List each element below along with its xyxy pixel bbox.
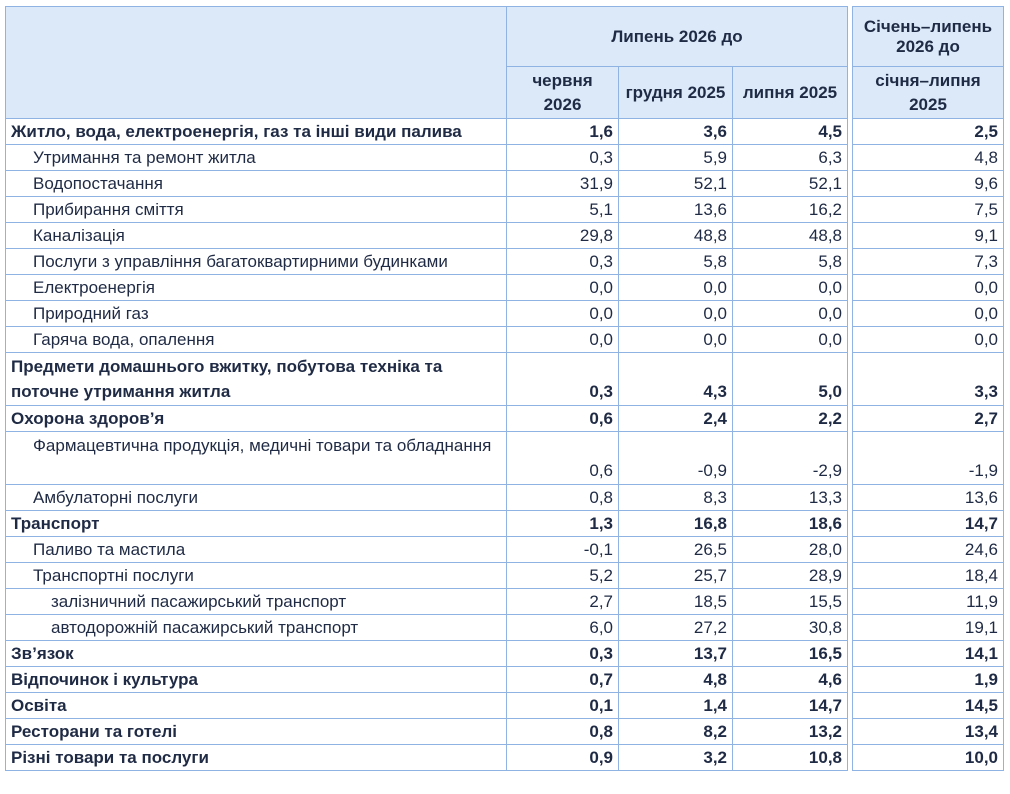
value-vs-june-2026: -0,1: [507, 537, 619, 563]
value-vs-jan-jul-2025: 2,5: [853, 119, 1004, 145]
value-vs-july-2025: 30,8: [733, 615, 848, 641]
row-label: Послуги з управління багатоквартирними будинками: [6, 249, 507, 275]
value-vs-dec-2025: 0,0: [619, 301, 733, 327]
table-row: [6, 615, 1004, 641]
value-vs-dec-2025: 8,2: [619, 719, 733, 745]
header-col-jan-jul-2025: січня–липня 2025: [853, 67, 1004, 119]
header-col-dec-2025: грудня 2025: [619, 67, 733, 119]
table-row: [6, 537, 1004, 563]
table-row: [6, 275, 1004, 301]
row-label: Каналізація: [6, 223, 507, 249]
table-row: [6, 745, 1004, 771]
value-vs-june-2026: 2,7: [507, 589, 619, 615]
value-vs-july-2025: -2,9: [733, 432, 848, 485]
value-vs-june-2026: 0,3: [507, 145, 619, 171]
value-vs-dec-2025: 5,9: [619, 145, 733, 171]
value-vs-june-2026: 1,6: [507, 119, 619, 145]
value-vs-june-2026: 1,3: [507, 511, 619, 537]
value-vs-july-2025: 6,3: [733, 145, 848, 171]
value-vs-jan-jul-2025: 0,0: [853, 327, 1004, 353]
value-vs-jan-jul-2025: 0,0: [853, 275, 1004, 301]
table-row: [6, 511, 1004, 537]
row-label: Відпочинок і культура: [6, 667, 507, 693]
value-vs-june-2026: 31,9: [507, 171, 619, 197]
value-vs-dec-2025: 26,5: [619, 537, 733, 563]
value-vs-dec-2025: 13,7: [619, 641, 733, 667]
value-vs-june-2026: 0,6: [507, 406, 619, 432]
row-label: Паливо та мастила: [6, 537, 507, 563]
table-row: [6, 432, 1004, 485]
value-vs-jan-jul-2025: 3,3: [853, 353, 1004, 406]
value-vs-june-2026: 5,1: [507, 197, 619, 223]
table-body: [6, 119, 1004, 771]
table-row: [6, 327, 1004, 353]
value-vs-june-2026: 0,0: [507, 301, 619, 327]
row-label: Гаряча вода, опалення: [6, 327, 507, 353]
row-label: Ресторани та готелі: [6, 719, 507, 745]
value-vs-dec-2025: 2,4: [619, 406, 733, 432]
value-vs-july-2025: 16,2: [733, 197, 848, 223]
value-vs-july-2025: 52,1: [733, 171, 848, 197]
value-vs-july-2025: 48,8: [733, 223, 848, 249]
table-row: [6, 171, 1004, 197]
value-vs-july-2025: 2,2: [733, 406, 848, 432]
value-vs-jan-jul-2025: 14,7: [853, 511, 1004, 537]
value-vs-july-2025: 0,0: [733, 327, 848, 353]
value-vs-jan-jul-2025: 13,4: [853, 719, 1004, 745]
row-label: Транспорт: [6, 511, 507, 537]
value-vs-june-2026: 0,8: [507, 719, 619, 745]
table-row: [6, 223, 1004, 249]
value-vs-june-2026: 29,8: [507, 223, 619, 249]
value-vs-jan-jul-2025: 19,1: [853, 615, 1004, 641]
value-vs-dec-2025: 27,2: [619, 615, 733, 641]
value-vs-jan-jul-2025: 9,6: [853, 171, 1004, 197]
row-label: Амбулаторні послуги: [6, 485, 507, 511]
row-label: Електроенергія: [6, 275, 507, 301]
table-row: [6, 197, 1004, 223]
value-vs-june-2026: 0,8: [507, 485, 619, 511]
table-row: [6, 301, 1004, 327]
value-vs-june-2026: 0,3: [507, 641, 619, 667]
value-vs-dec-2025: 25,7: [619, 563, 733, 589]
table-row: [6, 485, 1004, 511]
value-vs-june-2026: 0,7: [507, 667, 619, 693]
table-row: [6, 353, 1004, 406]
value-vs-dec-2025: 18,5: [619, 589, 733, 615]
value-vs-june-2026: 0,3: [507, 353, 619, 406]
value-vs-jan-jul-2025: 0,0: [853, 301, 1004, 327]
value-vs-july-2025: 4,6: [733, 667, 848, 693]
row-label: Водопостачання: [6, 171, 507, 197]
row-label: Предмети домашнього вжитку, побутова техніка та поточне утримання житла: [6, 353, 507, 406]
value-vs-july-2025: 18,6: [733, 511, 848, 537]
value-vs-july-2025: 4,5: [733, 119, 848, 145]
value-vs-jan-jul-2025: 13,6: [853, 485, 1004, 511]
value-vs-july-2025: 10,8: [733, 745, 848, 771]
value-vs-june-2026: 0,3: [507, 249, 619, 275]
row-label: Житло, вода, електроенергія, газ та інші види палива: [6, 119, 507, 145]
value-vs-dec-2025: 3,2: [619, 745, 733, 771]
value-vs-jan-jul-2025: 24,6: [853, 537, 1004, 563]
value-vs-june-2026: 0,1: [507, 693, 619, 719]
header-col-june-2026: червня 2026: [507, 67, 619, 119]
table-row: [6, 589, 1004, 615]
value-vs-dec-2025: 4,3: [619, 353, 733, 406]
table-row: [6, 406, 1004, 432]
header-row-top: [6, 7, 1004, 67]
value-vs-jan-jul-2025: 9,1: [853, 223, 1004, 249]
row-label: залізничний пасажирський транспорт: [6, 589, 507, 615]
value-vs-jan-jul-2025: 7,3: [853, 249, 1004, 275]
header-group-month: Липень 2026 до: [507, 7, 848, 67]
value-vs-jan-jul-2025: 10,0: [853, 745, 1004, 771]
value-vs-june-2026: 0,6: [507, 432, 619, 485]
value-vs-dec-2025: 0,0: [619, 327, 733, 353]
row-label: Зв’язок: [6, 641, 507, 667]
header-col-july-2025: липня 2025: [733, 67, 848, 119]
table-row: [6, 719, 1004, 745]
value-vs-dec-2025: 0,0: [619, 275, 733, 301]
table-row: [6, 563, 1004, 589]
value-vs-jan-jul-2025: 14,1: [853, 641, 1004, 667]
value-vs-july-2025: 13,3: [733, 485, 848, 511]
value-vs-dec-2025: -0,9: [619, 432, 733, 485]
table-row: [6, 119, 1004, 145]
value-vs-july-2025: 0,0: [733, 275, 848, 301]
row-label: Утримання та ремонт житла: [6, 145, 507, 171]
row-label: Різні товари та послуги: [6, 745, 507, 771]
header-corner: [6, 7, 507, 119]
row-label: Прибирання сміття: [6, 197, 507, 223]
value-vs-june-2026: 0,0: [507, 275, 619, 301]
cpi-table: [5, 6, 1004, 771]
value-vs-jan-jul-2025: 1,9: [853, 667, 1004, 693]
row-label: Природний газ: [6, 301, 507, 327]
value-vs-dec-2025: 48,8: [619, 223, 733, 249]
table-row: [6, 693, 1004, 719]
value-vs-july-2025: 16,5: [733, 641, 848, 667]
value-vs-jan-jul-2025: 2,7: [853, 406, 1004, 432]
value-vs-jan-jul-2025: 14,5: [853, 693, 1004, 719]
row-label: Освіта: [6, 693, 507, 719]
value-vs-july-2025: 15,5: [733, 589, 848, 615]
value-vs-jan-jul-2025: 18,4: [853, 563, 1004, 589]
row-label: Фармацевтична продукція, медичні товари та обладнання: [6, 432, 507, 485]
value-vs-dec-2025: 8,3: [619, 485, 733, 511]
value-vs-june-2026: 0,0: [507, 327, 619, 353]
value-vs-dec-2025: 52,1: [619, 171, 733, 197]
value-vs-dec-2025: 4,8: [619, 667, 733, 693]
value-vs-jan-jul-2025: 11,9: [853, 589, 1004, 615]
row-label: Охорона здоров’я: [6, 406, 507, 432]
value-vs-dec-2025: 1,4: [619, 693, 733, 719]
value-vs-jan-jul-2025: 4,8: [853, 145, 1004, 171]
value-vs-june-2026: 5,2: [507, 563, 619, 589]
value-vs-july-2025: 28,9: [733, 563, 848, 589]
table-row: [6, 249, 1004, 275]
value-vs-dec-2025: 5,8: [619, 249, 733, 275]
row-label: автодорожній пасажирський транспорт: [6, 615, 507, 641]
value-vs-july-2025: 28,0: [733, 537, 848, 563]
value-vs-june-2026: 6,0: [507, 615, 619, 641]
table-row: [6, 667, 1004, 693]
value-vs-july-2025: 5,8: [733, 249, 848, 275]
row-label: Транспортні послуги: [6, 563, 507, 589]
value-vs-july-2025: 14,7: [733, 693, 848, 719]
table-row: [6, 641, 1004, 667]
value-vs-june-2026: 0,9: [507, 745, 619, 771]
value-vs-july-2025: 13,2: [733, 719, 848, 745]
value-vs-jan-jul-2025: 7,5: [853, 197, 1004, 223]
cpi-table-container: [5, 6, 1004, 771]
value-vs-jan-jul-2025: -1,9: [853, 432, 1004, 485]
value-vs-dec-2025: 16,8: [619, 511, 733, 537]
value-vs-dec-2025: 13,6: [619, 197, 733, 223]
table-row: [6, 145, 1004, 171]
header-group-ytd: Січень–липень 2026 до: [853, 7, 1004, 67]
value-vs-dec-2025: 3,6: [619, 119, 733, 145]
value-vs-july-2025: 5,0: [733, 353, 848, 406]
value-vs-july-2025: 0,0: [733, 301, 848, 327]
